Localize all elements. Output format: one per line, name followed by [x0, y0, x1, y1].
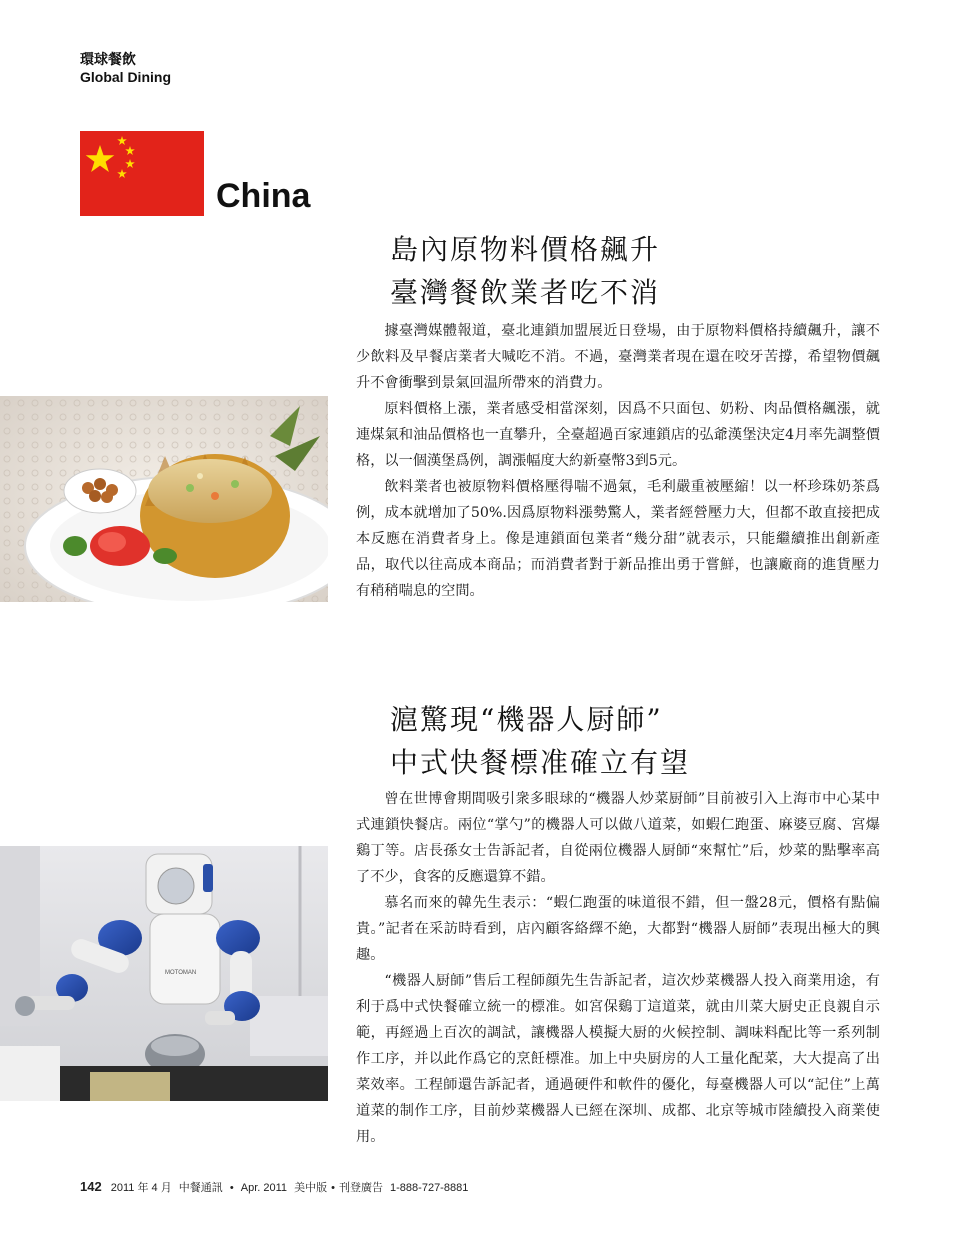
- section-title-en: Global Dining: [80, 69, 171, 85]
- section-header: [80, 51, 171, 86]
- footer-date: 2011 年 4 月: [110, 1182, 172, 1194]
- section-title-zh: 環球餐飲: [80, 52, 136, 68]
- footer-bullet: •: [331, 1182, 335, 1194]
- robot-chef-photo: [0, 846, 328, 1101]
- footer-publication: 中餐通訊: [178, 1182, 223, 1194]
- article1-body: [356, 318, 880, 604]
- article1-paragraph: 原料價格上漲，業者感受相當深刻，因爲不只面包、奶粉、肉品價格飆漲，就連煤氣和油品價格也一直攀升，全臺超過百家連鎖店的弘爺漢堡決定4月率先調整價格，以一個漢堡爲例，調漲幅度大約新臺幣3到5元。: [356, 401, 880, 469]
- footer-phone: 1-888-727-8881: [390, 1182, 469, 1194]
- article1-paragraph: 飲料業者也被原物料價格壓得喘不過氣，毛利嚴重被壓縮！以一杯珍珠奶茶爲例，成本就增加了50%.因爲原物料漲勢驚人，業者經營壓力大，但都不敢直接把成本反應在消費者身上。像是連鎖面包業者“幾分甜”就表示，只能繼續推出創新產品，取代以往高成本商品；而消費者對于新品推出勇于嘗鮮，也讓廠商的進貨壓力有稍稍喘息的空間。: [356, 479, 880, 599]
- article1-headline-line2: 臺灣餐飲業者吃不消: [390, 276, 661, 309]
- article2-paragraph: 慕名而來的韓先生表示：“蝦仁跑蛋的味道很不錯，但一盤28元，價格有點偏貴。”記者在采訪時看到，店內顧客絡繹不絶，大都對“機器人厨師”表現出極大的興趣。: [356, 895, 880, 963]
- robot-logo: MOTOMAN: [165, 970, 197, 976]
- article2-headline: [390, 698, 690, 784]
- article2-paragraph: 曾在世博會期間吸引衆多眼球的“機器人炒菜厨師”目前被引入上海市中心某中式連鎖快餐店。兩位“掌勺”的機器人可以做八道菜，如蝦仁跑蛋、麻婆豆腐、宮爆鷄丁等。店長孫女士告訴記者，自從兩位機器人厨師“來幫忙”后，炒菜的點擊率高了不少，食客的反應還算不錯。: [356, 791, 880, 885]
- page-footer: [80, 1180, 472, 1195]
- article2-body: [356, 786, 880, 1150]
- page-number: 142: [80, 1179, 102, 1194]
- footer-edition: 美中版: [294, 1182, 328, 1194]
- footer-ad: 刊登廣告: [338, 1182, 383, 1194]
- article2-headline-line1: 滬驚現“機器人厨師”: [390, 703, 663, 736]
- footer-bullet: •: [229, 1182, 234, 1194]
- footer-date-en: Apr. 2011: [240, 1182, 288, 1194]
- article1-headline-line1: 島內原物料價格飆升: [390, 233, 661, 266]
- china-flag-icon: [80, 131, 204, 216]
- article1-headline: [390, 228, 660, 314]
- pineapple-fried-rice-photo: [0, 396, 328, 602]
- country-title: China: [216, 177, 311, 215]
- article2-headline-line2: 中式快餐標准確立有望: [390, 746, 691, 779]
- article2-paragraph: “機器人厨師”售后工程師顔先生告訴記者，這次炒菜機器人投入商業用途，有利于爲中式快餐確立統一的標准。如宮保鷄丁這道菜，就由川菜大厨史正良親自示範，再經過上百次的調試，讓機器人模擬大厨的火候控制、調味料配比等一系列制作工序，并以此作爲它的烹飪標准。加上中央厨房的人工量化配菜，大大提高了出菜效率。工程師還告訴記者，通過硬件和軟件的優化，每臺機器人可以“記住”上萬道菜的制作工序，目前炒菜機器人已經在深圳、成都、北京等城市陸續投入商業使用。: [356, 973, 880, 1145]
- article1-paragraph: 據臺灣媒體報道，臺北連鎖加盟展近日登場，由于原物料價格持續飆升，讓不少飲料及早餐店業者大喊吃不消。不過，臺灣業者現在還在咬牙苦撐，希望物價飆升不會衝擊到景氣回温所帶來的消費力。: [356, 323, 880, 391]
